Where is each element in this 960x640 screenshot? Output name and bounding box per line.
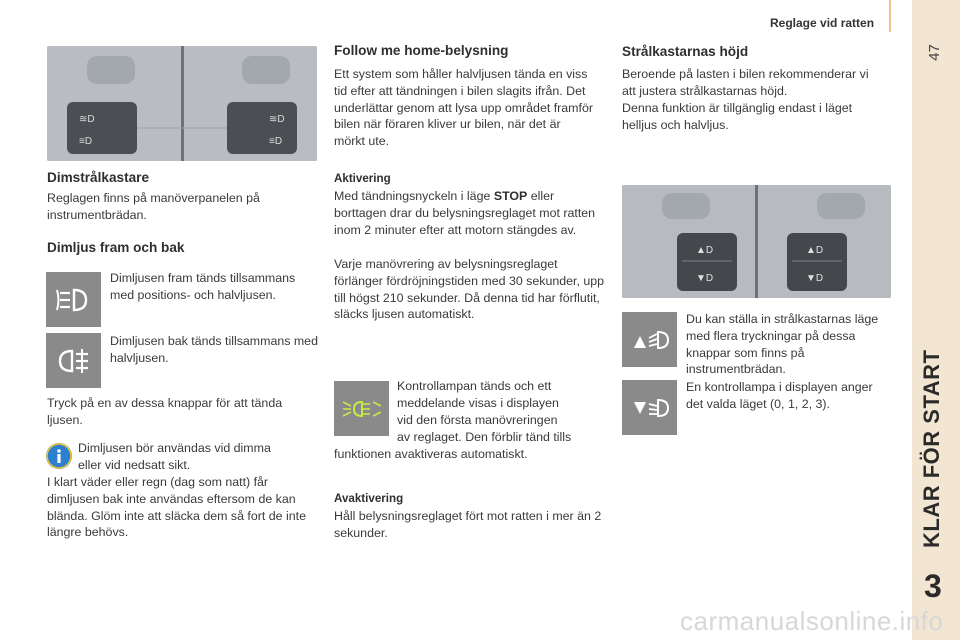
svg-text:▼D: ▼D bbox=[806, 273, 824, 284]
info-icon bbox=[46, 443, 72, 469]
svg-text:≋D: ≋D bbox=[79, 114, 95, 125]
svg-text:≡D: ≡D bbox=[79, 136, 93, 147]
dimstralkastare-text: Reglagen finns på manöverpanelen på instrumentbrädan. bbox=[47, 191, 260, 222]
section-title-follow-me-home: Follow me home-belysning bbox=[334, 43, 509, 58]
headlight-down-icon bbox=[622, 380, 677, 435]
lamp-text-line-2: meddelande visas i displayen bbox=[397, 396, 559, 410]
headlight-intro: Beroende på lasten i bilen rekommenderar vi att justera strålkastarnas höjd. bbox=[622, 67, 869, 98]
chapter-number: 3 bbox=[924, 568, 942, 604]
stop-keyword: STOP bbox=[493, 189, 528, 203]
note-text: I klart väder eller regn (dag som natt) får dimljusen bak inte användas eftersom de kan blända. Glöm inte att släcka dem så fort de inte längre behövs. bbox=[47, 475, 306, 540]
aktivering-text-2: Varje manövrering av belysningsreglaget förlänger fördröjningstiden med 30 sekunder, upp till högst 210 sekunder. Då denna tid har förflutit, släcks ljusen automatiskt. bbox=[334, 257, 605, 322]
svg-text:≋D: ≋D bbox=[269, 114, 285, 125]
dashboard-photo-illustration bbox=[47, 46, 317, 161]
section-title-dimljus-fram-bak: Dimljus fram och bak bbox=[47, 240, 185, 255]
headlight-up-text: Du kan ställa in strålkastarnas läge med flera tryckningar på dessa knappar som finns på instrumentbrädan. bbox=[686, 312, 879, 377]
svg-text:▼D: ▼D bbox=[696, 273, 714, 284]
headlight-intro-2: Denna funktion är tillgänglig endast i läget helljus och halvljus. bbox=[622, 101, 853, 132]
lamp-text-line-5: funktionen avaktiveras automatiskt. bbox=[334, 447, 528, 461]
note-line-1: Dimljusen bör användas vid dimma bbox=[78, 441, 271, 455]
avaktivering-title: Avaktivering bbox=[334, 492, 404, 505]
headlight-adjust-panel-photo bbox=[622, 185, 891, 298]
follow-me-lamp-icon bbox=[334, 381, 389, 436]
watermark: carmanualsonline.info bbox=[680, 606, 944, 636]
page-number: 47 bbox=[925, 44, 943, 61]
header-title: Reglage vid ratten bbox=[770, 16, 875, 30]
aktivering-title: Aktivering bbox=[334, 172, 391, 185]
follow-me-intro: Ett system som håller halvljusen tända en viss tid efter att tändningen i bilen slagits ifrån. Det underlättar genom att lysa upp området framför bilen när föraren kliver ur bilen, när det är mörkt ute. bbox=[334, 67, 593, 149]
svg-text:▲D: ▲D bbox=[806, 245, 824, 256]
chapter-label: KLAR FÖR START bbox=[919, 349, 944, 548]
headlight-down-text: En kontrollampa i displayen anger det valda läget (0, 1, 2, 3). bbox=[686, 380, 873, 411]
front-fog-light-icon bbox=[46, 272, 101, 327]
lamp-text-line-4: av reglaget. Den förblir tänd tills bbox=[397, 430, 572, 444]
rear-fog-text: Dimljusen bak tänds tillsammans med halvljusen. bbox=[110, 334, 318, 365]
aktivering-text: Med tändningsnyckeln i läge STOP eller borttagen drar du belysningsreglaget mot ratten inom 2 minuter efter att motorn stängdes av. bbox=[334, 189, 596, 237]
front-fog-text: Dimljusen fram tänds tillsammans med positions- och halvljusen. bbox=[110, 271, 296, 302]
fog-light-panel-photo bbox=[47, 46, 317, 161]
svg-text:▲D: ▲D bbox=[696, 245, 714, 256]
lamp-text-line-3: vid den första manövreringen bbox=[397, 413, 558, 427]
lamp-text-line-1: Kontrollampan tänds och ett bbox=[397, 379, 552, 393]
avaktivering-text: Håll belysningsreglaget fört mot ratten i mer än 2 sekunder. bbox=[334, 509, 602, 540]
press-instruction-text: Tryck på en av dessa knappar för att tända ljusen. bbox=[47, 396, 283, 427]
section-title-stralkastarnas-hojd: Strålkastarnas höjd bbox=[622, 44, 749, 59]
rear-fog-light-icon bbox=[46, 333, 101, 388]
headlight-up-icon bbox=[622, 312, 677, 367]
svg-text:≡D: ≡D bbox=[269, 136, 283, 147]
header-rule bbox=[889, 0, 891, 32]
section-title-dimstralkastare: Dimstrålkastare bbox=[47, 170, 150, 185]
headlight-panel-illustration bbox=[622, 185, 891, 298]
note-line-2: eller vid nedsatt sikt. bbox=[78, 458, 191, 472]
